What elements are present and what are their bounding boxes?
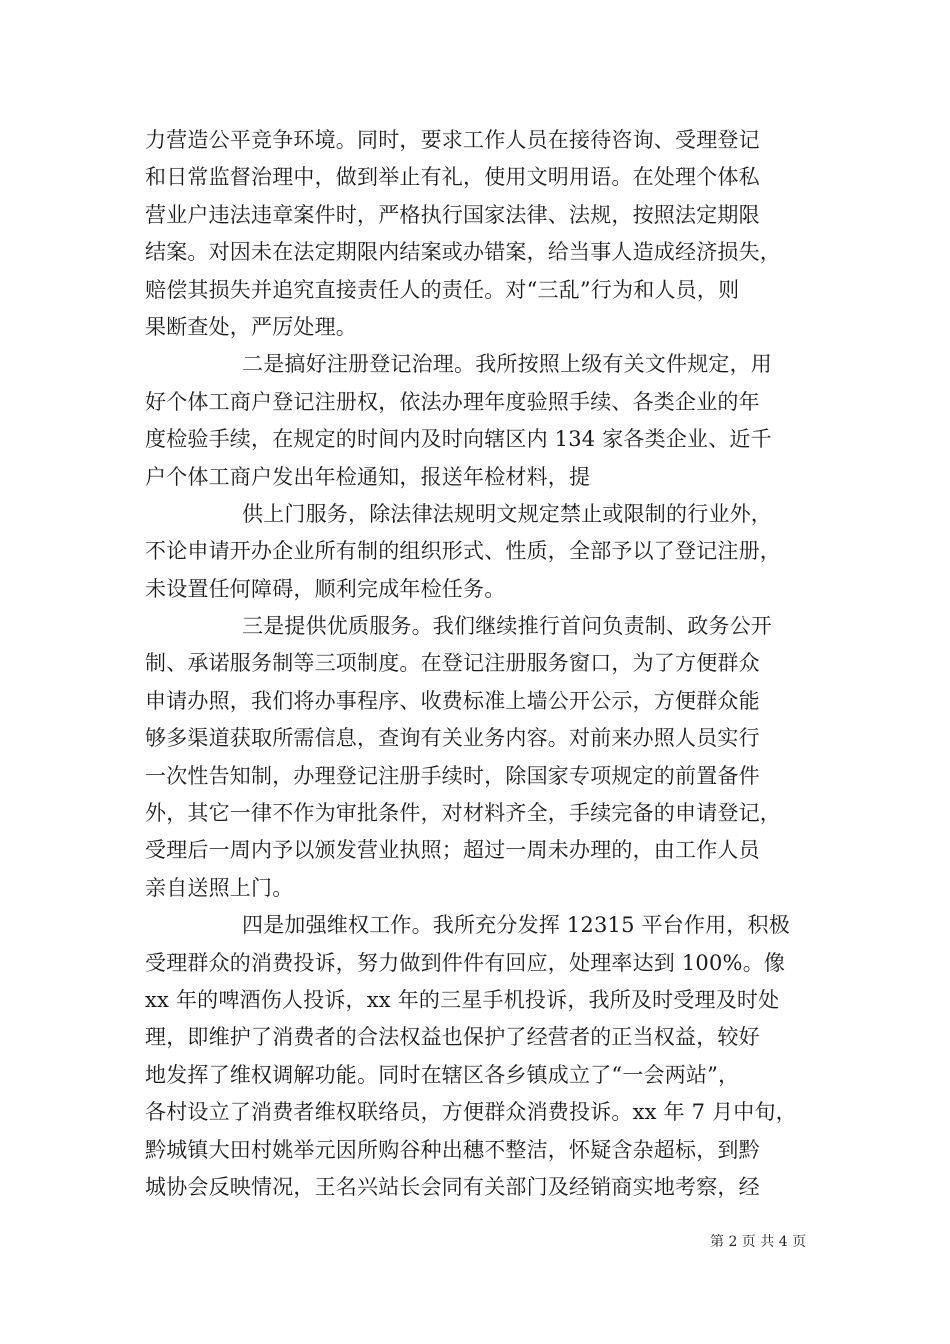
text-line: 力营造公平竞争环境。同时，要求工作人员在接待咨询、受理登记 [145,128,760,152]
text-line: 理，即维护了消费者的合法权益也保护了经营者的正当权益，较好 [145,1025,760,1050]
text-line: 度检验手续，在规定的时间内及时向辖区内 134 家各类企业、近千 [145,427,772,452]
text-line: 营业户违法违章案件时，严格执行国家法律、法规，按照法定期限 [145,202,760,227]
text-line: 外，其它一律不作为审批条件，对材料齐全，手续完备的申请登记， [145,801,781,826]
text-line: 制、承诺服务制等三项制度。在登记注册服务窗口，为了方便群众 [145,651,760,676]
text-line: 各村设立了消费者维权联络员，方便群众消费投诉。xx 年 7 月中旬， [145,1100,797,1125]
text-line: 好个体工商户登记注册权，依法办理年度验照手续、各类企业的年 [145,389,760,414]
text-line: 一次性告知制，办理登记注册手续时，除国家专项规定的前置备件 [145,763,760,788]
text-line: 不论申请开办企业所有制的组织形式、性质，全部予以了登记注册， [145,539,781,564]
text-line: 地发挥了维权调解功能。同时在辖区各乡镇成立了“一会两站”， [145,1062,740,1087]
text-line: 和日常监督治理中，做到举止有礼，使用文明用语。在处理个体私 [145,165,760,190]
text-line: 赔偿其损失并追究直接责任人的责任。对“三乱”行为和人员，则 [145,277,740,302]
paragraph-first-line: 四是加强维权工作。我所充分发挥 12315 平台作用，积极 [242,913,790,938]
paragraph-first-line: 二是搞好注册登记治理。我所按照上级有关文件规定，用 [242,352,772,377]
text-line: 户个体工商户发出年检通知，报送年检材料，提 [145,464,591,489]
text-line: 受理后一周内予以颁发营业执照；超过一周未办理的，由工作人员 [145,838,760,863]
page-number: 第 2 页 共 4 页 [710,1234,807,1250]
paragraph-first-line: 供上门服务，除法律法规明文规定禁止或限制的行业外， [242,501,772,526]
text-line: 受理群众的消费投诉，努力做到件件有回应，处理率达到 100%。像 [145,950,786,975]
text-line: 果断查处，严厉处理。 [145,314,357,339]
text-line: 未设置任何障碍，顺利完成年检任务。 [145,576,506,601]
text-line: 申请办照，我们将办事程序、收费标准上墙公开公示，方便群众能 [145,688,760,713]
text-line: 亲自送照上门。 [145,875,294,900]
text-line: 够多渠道获取所需信息，查询有关业务内容。对前来办照人员实行 [145,726,760,751]
paragraph-first-line: 三是提供优质服务。我们继续推行首问负责制、政务公开 [242,614,772,639]
text-line: 结案。对因未在法定期限内结案或办错案，给当事人造成经济损失， [145,240,781,265]
text-line: xx 年的啤酒伤人投诉，xx 年的三星手机投诉，我所及时受理及时处 [145,987,780,1012]
body-text [145,122,805,1206]
text-line: 城协会反映情况，王名兴站长会同有关部门及经销商实地考察，经 [145,1174,760,1199]
text-line: 黔城镇大田村姚举元因所购谷种出穗不整洁，怀疑含杂超标，到黔 [145,1137,760,1162]
